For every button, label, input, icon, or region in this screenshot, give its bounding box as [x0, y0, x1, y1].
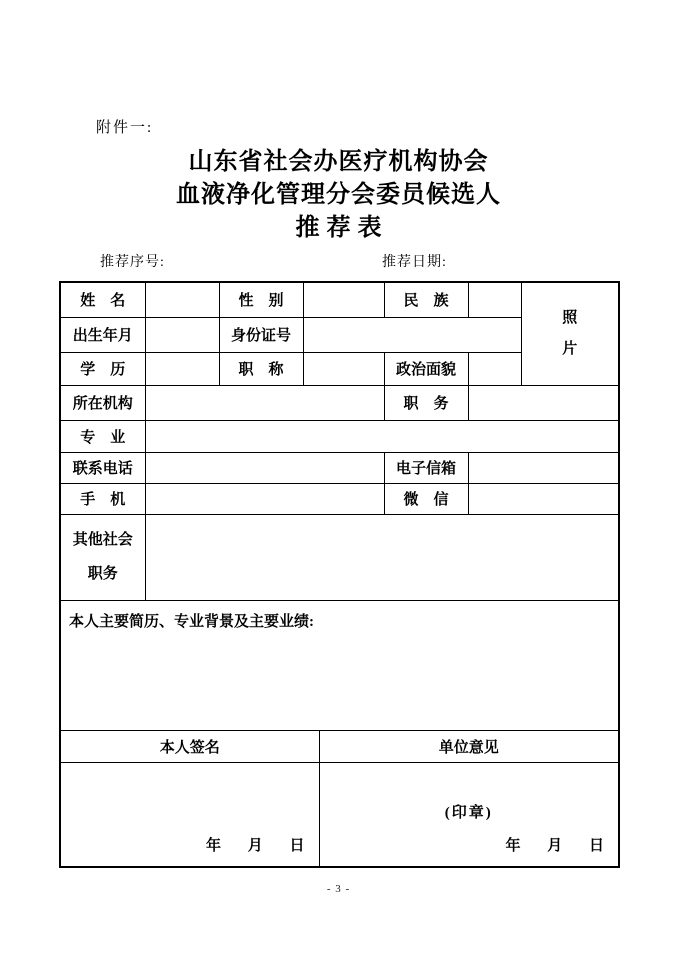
- position-label: 职 务: [384, 385, 468, 420]
- photo-label-char-1: 照: [562, 309, 578, 326]
- political-status-input-cell[interactable]: [468, 352, 521, 385]
- recommendation-form-table: [59, 281, 620, 868]
- institution-label: 所在机构: [61, 385, 145, 420]
- education-input-cell[interactable]: [145, 352, 219, 385]
- professional-title-input-cell[interactable]: [303, 352, 384, 385]
- email-label: 电子信箱: [384, 452, 468, 483]
- mobile-input-cell[interactable]: [145, 483, 384, 514]
- education-label: 学 历: [61, 352, 145, 385]
- unit-opinion-content: [320, 801, 619, 868]
- ethnicity-label: 民 族: [384, 283, 468, 317]
- id-number-label: 身份证号: [219, 317, 303, 352]
- seal-placeholder-label: (印章): [444, 804, 493, 821]
- birth-date-input-cell[interactable]: [145, 317, 219, 352]
- recommendation-serial-label: 推荐序号:: [100, 255, 165, 270]
- signature-opinion-table: [61, 731, 618, 868]
- resume-cell[interactable]: [61, 600, 618, 730]
- gender-input-cell[interactable]: [303, 283, 384, 317]
- other-posts-input-cell[interactable]: [145, 514, 618, 600]
- resume-label: 本人主要简历、专业背景及主要业绩:: [69, 613, 314, 630]
- gender-label: 性 别: [219, 283, 303, 317]
- phone-input-cell[interactable]: [145, 452, 384, 483]
- name-input-cell[interactable]: [145, 283, 219, 317]
- ethnicity-input-cell[interactable]: [468, 283, 521, 317]
- institution-input-cell[interactable]: [145, 385, 384, 420]
- photo-label-char-2: 片: [562, 340, 578, 357]
- id-number-input-cell[interactable]: [303, 317, 521, 352]
- unit-opinion-input-cell[interactable]: [319, 763, 618, 868]
- birth-date-label: 出生年月: [61, 317, 145, 352]
- other-posts-label-line-1: 其他社会: [72, 532, 133, 548]
- title-line-2: 血液净化管理分会委员候选人: [176, 182, 501, 208]
- phone-label: 联系电话: [61, 452, 145, 483]
- photo-label: [522, 311, 619, 357]
- title-line-3: 推荐表: [295, 215, 389, 241]
- signature-date-fill: 年 月 日: [205, 837, 305, 854]
- political-status-label: 政治面貌: [384, 352, 468, 385]
- specialty-label: 专 业: [61, 420, 145, 452]
- attachment-label: 附件一:: [96, 120, 154, 136]
- personal-info-table: [61, 283, 618, 731]
- email-input-cell[interactable]: [468, 452, 618, 483]
- professional-title-label: 职 称: [219, 352, 303, 385]
- signature-header-label: 本人签名: [61, 731, 319, 763]
- specialty-input-cell[interactable]: [145, 420, 618, 452]
- wechat-label: 微 信: [384, 483, 468, 514]
- mobile-label: 手 机: [61, 483, 145, 514]
- other-posts-label-line-2: 职务: [87, 566, 118, 582]
- opinion-date-fill: 年 月 日: [505, 837, 604, 854]
- name-label: 姓 名: [61, 283, 145, 317]
- unit-opinion-header-label: 单位意见: [319, 731, 618, 763]
- document-title: [0, 146, 677, 245]
- other-posts-label: [61, 514, 145, 600]
- signature-input-cell[interactable]: [61, 763, 319, 868]
- photo-box[interactable]: [521, 283, 618, 385]
- recommendation-date-label: 推荐日期:: [382, 255, 447, 270]
- wechat-input-cell[interactable]: [468, 483, 618, 514]
- title-line-1: 山东省社会办医疗机构协会: [188, 149, 489, 175]
- page-number: - 3 -: [326, 883, 351, 895]
- position-input-cell[interactable]: [468, 385, 618, 420]
